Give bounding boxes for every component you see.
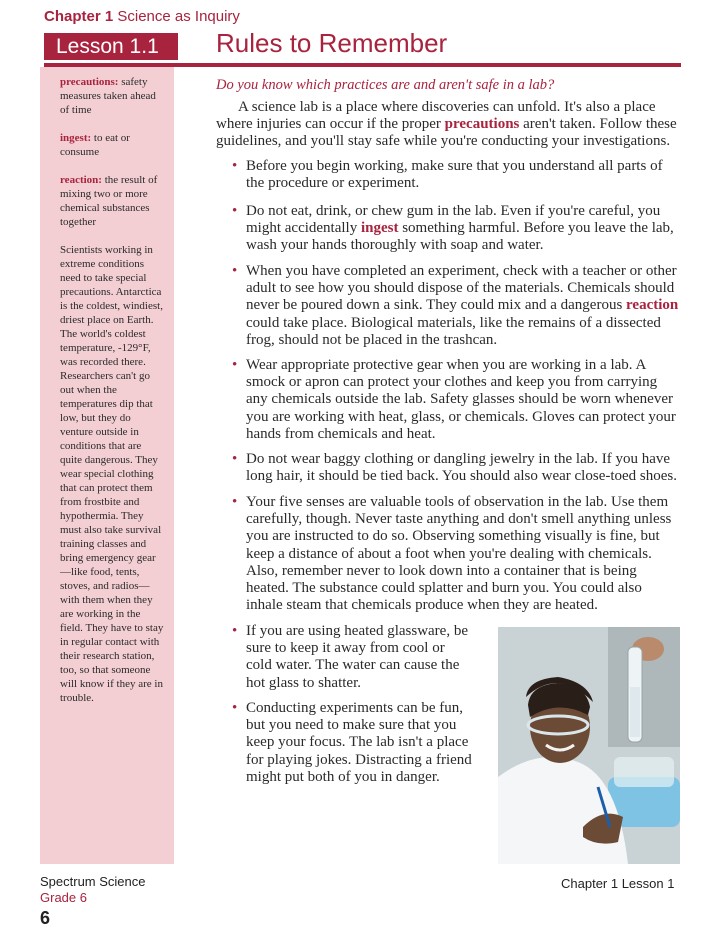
definition-term: ingest:: [60, 132, 92, 144]
bullet-dot: •: [232, 263, 238, 279]
bullet-text: Your five senses are valuable tools of observation in the lab. Use them carefully, though. Never taste anything and don't smell anything unless you are instructed to do so. Observing something visually is fine, but keep a distance of about a foot when you're dealing with chemicals. Also, remember never to look down into a container that is being heated. The substance could splatter and burn you. You could also inhale steam that chemicals produce when they are heated.: [246, 494, 672, 614]
sidebar-fact: Scientists working in extreme conditions need to take special precautions. Antarctica is the coldest, windiest, driest place on Earth. The world's coldest temperature, -129°F, was recorded there. Researchers can't go out when the temperatures dip that low, but they do venture outside in conditions that are quite dangerous. They wear special clothing that can protect them from frostbite and hypothermia. They must also take survival training classes and bring emergency gear—like food, tents, stoves, and radios—with them when they are working in the field. They have to stay in regular contact with their research station, too, so that someone will know if they are in trouble.: [60, 244, 164, 704]
definition-text: the result of mixing two or more chemical substances together: [60, 174, 158, 228]
bullet-text: Before you begin working, make sure that you understand all parts of the procedure or experiment.: [246, 158, 663, 192]
lead-question: Do you know which practices are and aren't safe in a lab?: [216, 77, 555, 93]
bullet-item: [232, 203, 682, 255]
bullet-text: Wear appropriate protective gear when you are working in a lab. A smock or apron can protect your clothes and keep you from carrying any chemicals outside the lab. Safety glasses should be worn whenever you are working with heat, glass, or chemicals. Gloves can protect your hands from chemicals and heat.: [246, 357, 676, 442]
bullet-dot: •: [232, 623, 238, 639]
bullet-item: [232, 263, 682, 349]
bullet-text: If you are using heated glassware, be sure to keep it away from cool or cold water. The water can cause the hot glass to shatter.: [246, 623, 468, 691]
bullet-dot: •: [232, 357, 238, 373]
bullet-text: When you have completed an experiment, check with a teacher or other adult to see how you should dispose of the materials. Chemicals should never be poured down a sink. They could mix and a dangerous: [246, 263, 677, 314]
chapter-title: Science as Inquiry: [117, 8, 240, 25]
definition-text: safety measures taken ahead of time: [60, 76, 156, 116]
intro-paragraph: [216, 99, 682, 151]
bullet-item: [232, 494, 682, 614]
definition-text: to eat or consume: [60, 132, 130, 158]
keyword-ingest: ingest: [360, 220, 399, 237]
intro-text: A science lab is a place where discoveries can unfold. It's also a place where injuries can occur if the proper: [216, 99, 656, 133]
photo-illustration: [498, 627, 680, 864]
bullet-text: Do not eat, drink, or chew gum in the lab. Even if you're careful, you might accidentally: [246, 203, 661, 237]
keyword-precautions: precautions: [444, 116, 520, 133]
bullet-dot: •: [232, 700, 238, 716]
bullet-item: [232, 158, 682, 192]
lab-student-photo: [498, 627, 680, 864]
definition-term: precautions:: [60, 76, 119, 88]
chapter-header: [44, 8, 240, 25]
bullet-dot: •: [232, 494, 238, 510]
definition-precautions: [60, 75, 164, 117]
sidebar: [40, 67, 174, 864]
page-number: 6: [40, 908, 51, 928]
bullet-text: Conducting experiments can be fun, but you need to make sure that you keep your focus. The lab isn't a place for playing jokes. Distracting a friend might put both of you in danger.: [246, 700, 472, 785]
definition-ingest: [60, 131, 164, 159]
bullet-text: could take place. Biological materials, like the remains of a dissected frog, should not be placed in the trashcan.: [246, 314, 661, 348]
footer-book-info: [40, 874, 146, 906]
bullet-dot: •: [232, 158, 238, 174]
page-title: Rules to Remember: [216, 28, 448, 58]
bullet-item: [232, 357, 682, 443]
definition-reaction: [60, 173, 164, 229]
keyword-reaction: reaction: [626, 297, 679, 314]
bullet-item: [232, 700, 474, 786]
book-title: Spectrum Science: [40, 874, 146, 889]
bullet-item: [232, 451, 682, 485]
intro-text: aren't taken. Follow these guidelines, and you'll stay safe while you're conducting your investigations.: [216, 116, 677, 150]
bullet-item: [232, 623, 474, 692]
chapter-label: Chapter 1: [44, 8, 114, 25]
footer-section-label: Chapter 1 Lesson 1: [561, 876, 675, 891]
bullet-text: something harmful. Before you leave the lab, wash your hands thoroughly with soap and water.: [246, 220, 674, 254]
grade-label: Grade 6: [40, 890, 87, 905]
bullet-text: Do not wear baggy clothing or dangling jewelry in the lab. If you have long hair, it should be tied back. You should also wear close-toed shoes.: [246, 451, 678, 485]
bullet-dot: •: [232, 203, 238, 219]
bullet-dot: •: [232, 451, 238, 467]
definition-term: reaction:: [60, 174, 102, 186]
lesson-badge: Lesson 1.1: [44, 33, 178, 60]
